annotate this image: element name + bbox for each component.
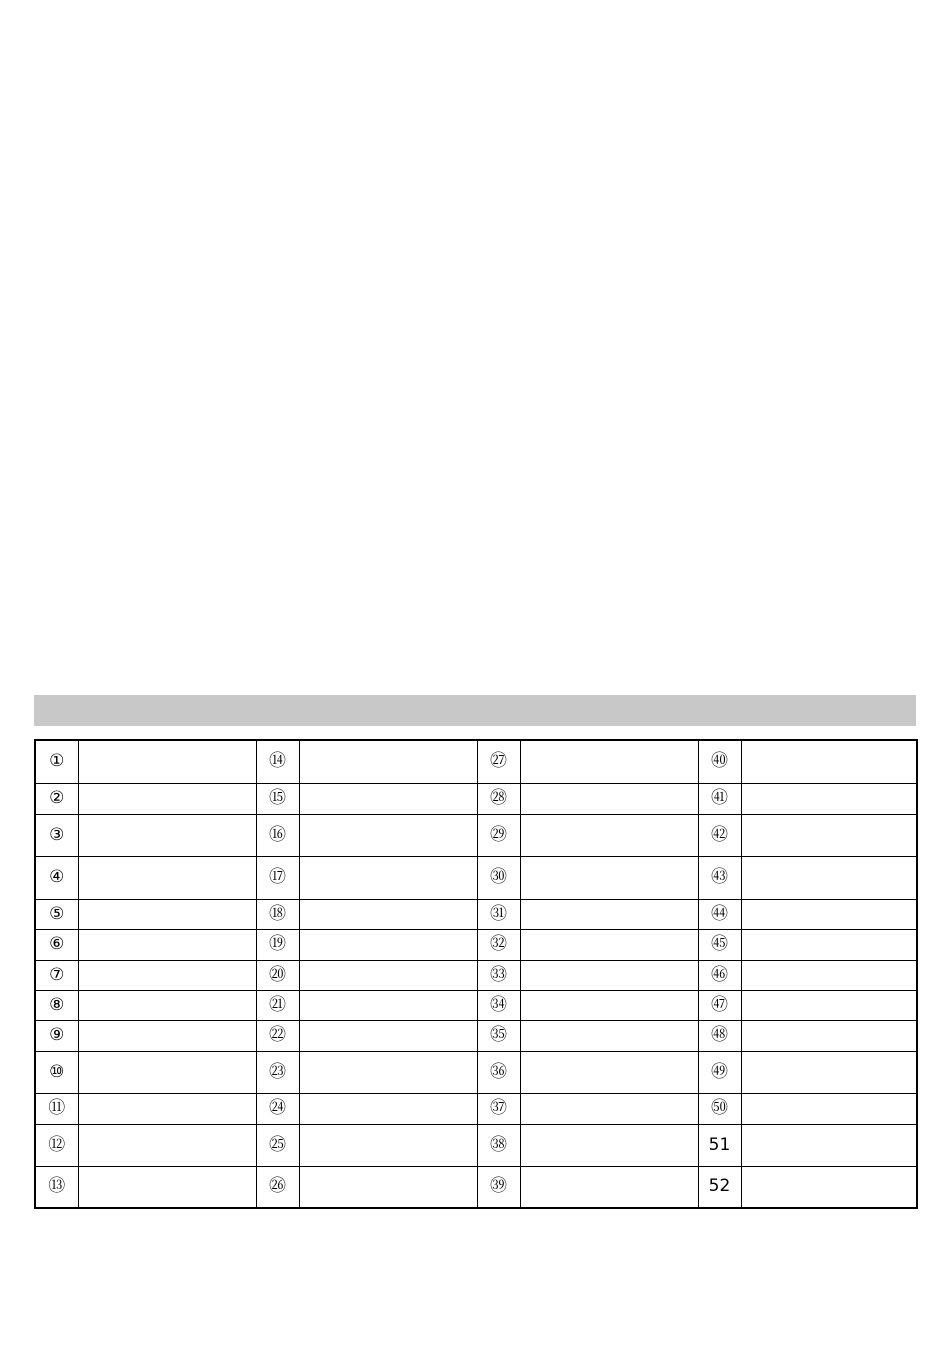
item-label <box>741 1166 917 1208</box>
item-label <box>741 1124 917 1166</box>
item-number: ㉕ <box>256 1124 299 1166</box>
legend-row <box>35 990 917 1020</box>
item-label <box>520 740 698 783</box>
item-number: ㊿ <box>698 1093 741 1124</box>
item-label <box>299 990 477 1020</box>
item-number: ㊸ <box>698 856 741 899</box>
item-number: ⑨ <box>35 1020 78 1051</box>
item-label <box>741 814 917 856</box>
item-number: ㉛ <box>477 899 520 929</box>
item-label <box>741 990 917 1020</box>
item-number: ㊽ <box>698 1020 741 1051</box>
item-label <box>299 1020 477 1051</box>
item-number: ㉔ <box>256 1093 299 1124</box>
item-label <box>299 960 477 990</box>
item-label <box>78 990 256 1020</box>
item-label <box>520 899 698 929</box>
item-number: ㊳ <box>477 1124 520 1166</box>
item-number: ㊺ <box>698 929 741 960</box>
item-label <box>520 1093 698 1124</box>
item-label <box>520 1124 698 1166</box>
item-label <box>299 1051 477 1093</box>
item-label <box>78 1166 256 1208</box>
item-number: ⑤ <box>35 899 78 929</box>
item-number: ㉗ <box>477 740 520 783</box>
item-number: 51 <box>698 1124 741 1166</box>
item-number: ⑯ <box>256 814 299 856</box>
item-label <box>520 960 698 990</box>
item-label <box>299 1093 477 1124</box>
parts-legend-table <box>34 739 918 1209</box>
item-label <box>78 929 256 960</box>
item-label <box>78 856 256 899</box>
item-number: ㊻ <box>698 960 741 990</box>
item-number: ㉓ <box>256 1051 299 1093</box>
item-number: ㉘ <box>477 783 520 814</box>
item-number: ㉜ <box>477 929 520 960</box>
item-label <box>299 1124 477 1166</box>
item-label <box>741 899 917 929</box>
item-number: ② <box>35 783 78 814</box>
item-label <box>78 740 256 783</box>
item-number: ㉒ <box>256 1020 299 1051</box>
item-number: ⑫ <box>35 1124 78 1166</box>
item-number: ⑰ <box>256 856 299 899</box>
legend-row <box>35 960 917 990</box>
section-header-bar <box>34 695 916 726</box>
item-label <box>299 856 477 899</box>
item-label <box>78 1051 256 1093</box>
item-label <box>520 856 698 899</box>
item-number: ㊵ <box>698 740 741 783</box>
item-number: ⑱ <box>256 899 299 929</box>
item-label <box>299 814 477 856</box>
item-number: ⑳ <box>256 960 299 990</box>
item-label <box>299 899 477 929</box>
legend-row <box>35 814 917 856</box>
item-label <box>520 1020 698 1051</box>
item-label <box>78 814 256 856</box>
item-number: ⑦ <box>35 960 78 990</box>
item-label <box>741 856 917 899</box>
item-label <box>520 990 698 1020</box>
item-number: ㊷ <box>698 814 741 856</box>
item-number: ㉖ <box>256 1166 299 1208</box>
item-number: ⑪ <box>35 1093 78 1124</box>
item-label <box>78 899 256 929</box>
item-label <box>78 960 256 990</box>
legend-row <box>35 929 917 960</box>
item-label <box>741 960 917 990</box>
item-number: ㊹ <box>698 899 741 929</box>
item-number: ㊼ <box>698 990 741 1020</box>
item-number: ㊾ <box>698 1051 741 1093</box>
item-number: ① <box>35 740 78 783</box>
item-number: ㉙ <box>477 814 520 856</box>
item-number: ④ <box>35 856 78 899</box>
item-label <box>299 783 477 814</box>
legend-row <box>35 1124 917 1166</box>
item-label <box>741 1093 917 1124</box>
item-label <box>741 740 917 783</box>
legend-row <box>35 1051 917 1093</box>
item-label <box>299 1166 477 1208</box>
item-number: ㊶ <box>698 783 741 814</box>
item-number: ⑥ <box>35 929 78 960</box>
item-label <box>299 929 477 960</box>
item-number: ㉟ <box>477 1020 520 1051</box>
item-number: ③ <box>35 814 78 856</box>
item-number: ⑩ <box>35 1051 78 1093</box>
item-label <box>520 1051 698 1093</box>
item-label <box>520 814 698 856</box>
item-label <box>741 1020 917 1051</box>
item-label <box>78 1124 256 1166</box>
item-label <box>78 1093 256 1124</box>
item-number: ㉚ <box>477 856 520 899</box>
item-number: ㊴ <box>477 1166 520 1208</box>
item-number: ⑧ <box>35 990 78 1020</box>
item-label <box>741 783 917 814</box>
item-label <box>741 929 917 960</box>
item-label <box>299 740 477 783</box>
item-number: ㉝ <box>477 960 520 990</box>
item-label <box>78 783 256 814</box>
legend-row <box>35 1093 917 1124</box>
item-number: 52 <box>698 1166 741 1208</box>
item-number: ㉑ <box>256 990 299 1020</box>
item-number: ⑬ <box>35 1166 78 1208</box>
item-label <box>741 1051 917 1093</box>
legend-row <box>35 1166 917 1208</box>
legend-row <box>35 740 917 783</box>
item-number: ㊲ <box>477 1093 520 1124</box>
item-label <box>520 783 698 814</box>
legend-row <box>35 899 917 929</box>
item-number: ⑮ <box>256 783 299 814</box>
item-number: ㉞ <box>477 990 520 1020</box>
legend-row <box>35 1020 917 1051</box>
item-number: ㊱ <box>477 1051 520 1093</box>
item-number: ⑭ <box>256 740 299 783</box>
item-label <box>520 929 698 960</box>
legend-row <box>35 856 917 899</box>
item-number: ⑲ <box>256 929 299 960</box>
item-label <box>520 1166 698 1208</box>
item-label <box>78 1020 256 1051</box>
legend-row <box>35 783 917 814</box>
